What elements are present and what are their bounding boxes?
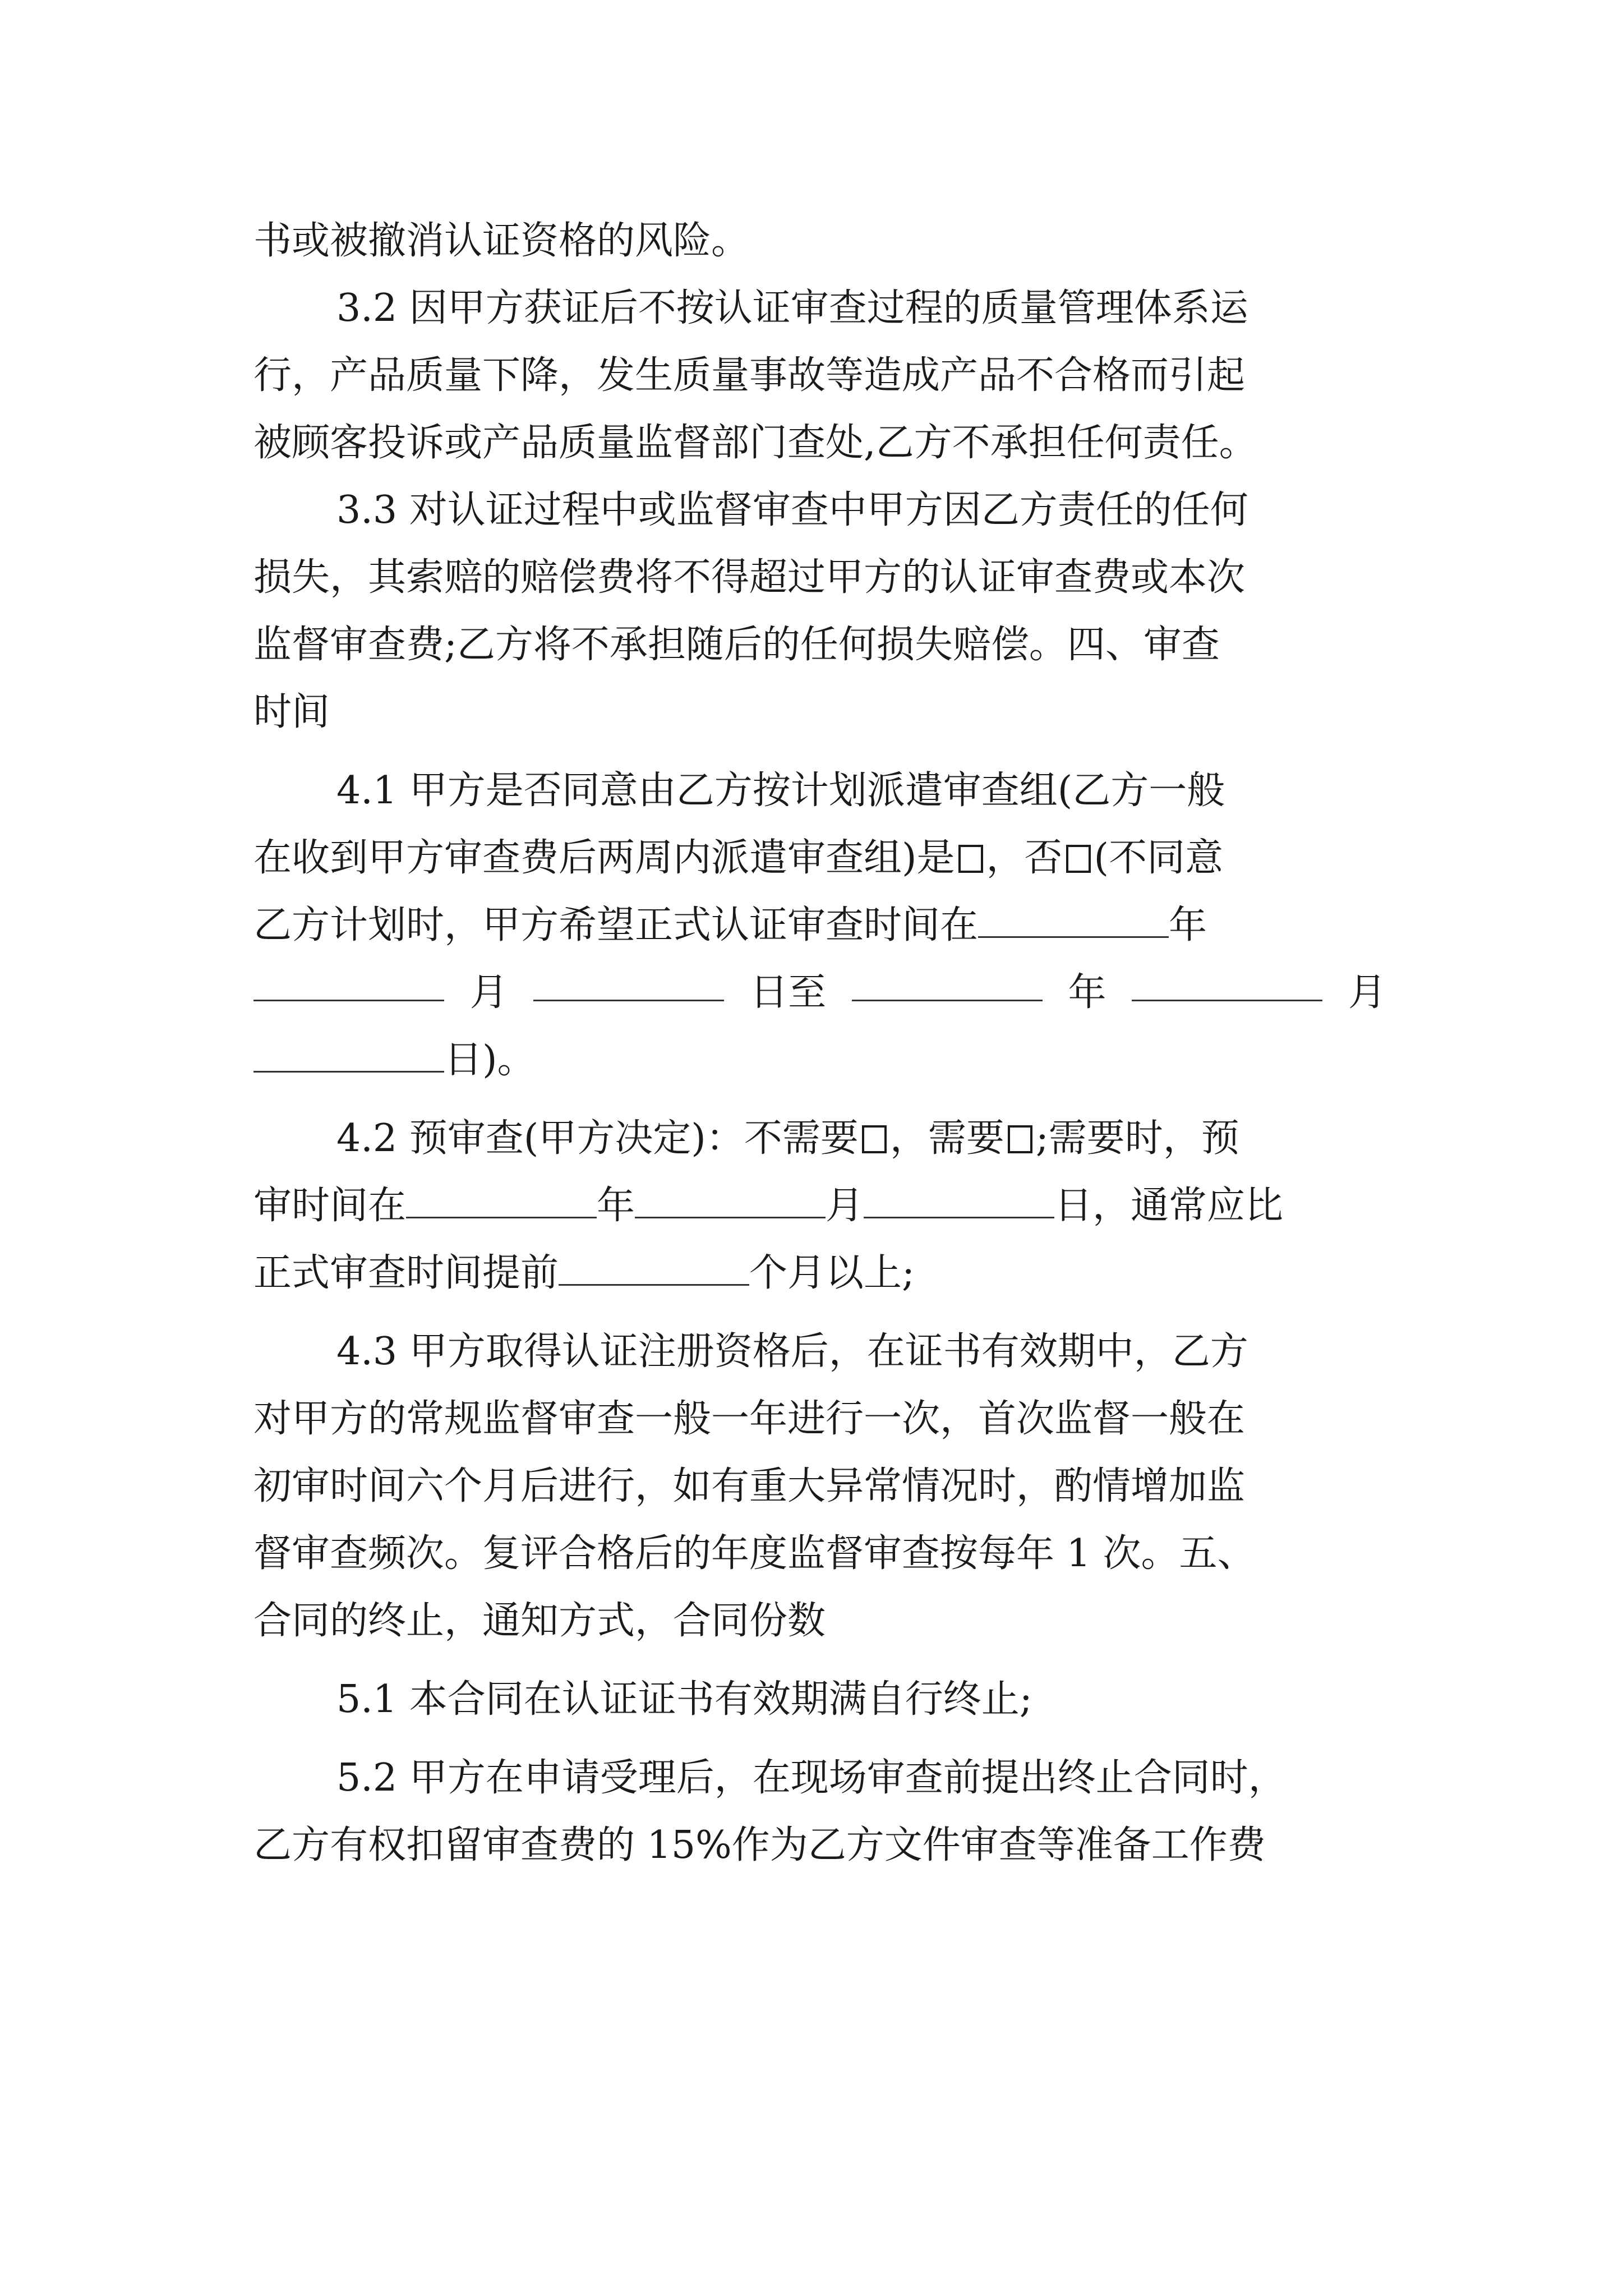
line-text: 年 [597, 1184, 635, 1228]
line-text: 初审时间六个月后进行，如有重大异常情况时，酌情增加监 [253, 1464, 1246, 1508]
document-page [253, 213, 1386, 2120]
line-text: 4.3 甲方取得认证注册资格后，在证书有效期中，乙方 [336, 1329, 1248, 1374]
line-text: 日至 [750, 970, 827, 1015]
line-text: 监督审查费;乙方将不承担随后的任何损失赔偿。四、审查 [253, 623, 1220, 667]
text-line [253, 348, 1386, 404]
line-text: 督审查频次。复评合格后的年度监督审查按每年 1 次。五、 [253, 1531, 1256, 1576]
yes-checkbox[interactable] [958, 845, 983, 873]
end-day-blank[interactable] [253, 1036, 444, 1073]
line-text: 损失，其索赔的赔偿费将不得超过甲方的认证审查费或本次 [253, 555, 1246, 600]
text-line [253, 1178, 1386, 1234]
clause-4-3 [336, 1324, 1386, 1380]
line-text: 对甲方的常规监督审查一般一年进行一次，首次监督一般在 [253, 1397, 1246, 1441]
clause-5-1 [336, 1672, 1386, 1728]
line-text: 乙方计划时，甲方希望正式认证审查时间在 [253, 903, 979, 947]
no-checkbox[interactable] [1066, 845, 1091, 873]
line-text: 4.1 甲方是否同意由乙方按计划派遣审查组(乙方一般 [336, 769, 1225, 813]
text-line [253, 1818, 1386, 1874]
line-text: 3.3 对认证过程中或监督审查中甲方因乙方责任的任何 [336, 488, 1248, 532]
line-text: 5.2 甲方在申请受理后，在现场审查前提出终止合同时， [336, 1756, 1287, 1800]
line-text: (不同意 [1094, 836, 1224, 880]
year-blank[interactable] [978, 901, 1169, 938]
text-line [253, 617, 1386, 673]
line-text: 在收到甲方审查费后两周内派遣审查组)是 [253, 836, 955, 880]
line-text: 个月以上; [749, 1251, 915, 1295]
pre-month-blank[interactable] [635, 1182, 826, 1218]
text-line [253, 1391, 1386, 1447]
line-text: 月 [1348, 970, 1386, 1015]
text-line [253, 1032, 1386, 1088]
not-needed-checkbox[interactable] [862, 1125, 887, 1153]
text-line [253, 830, 1386, 886]
line-text: 时间 [253, 690, 330, 734]
line-text: 被顾客投诉或产品质量监督部门查处,乙方不承担任何责任。 [253, 421, 1257, 465]
line-text: 3.2 因甲方获证后不按认证审查过程的质量管理体系运 [336, 286, 1248, 330]
line-text: 合同的终止，通知方式，合同份数 [253, 1599, 826, 1643]
months-ahead-blank[interactable] [559, 1249, 749, 1286]
line-text: ;需要时，预 [1035, 1116, 1239, 1161]
line-text: 日)。 [444, 1038, 536, 1082]
line-text: 正式审查时间提前 [253, 1251, 559, 1295]
end-year-blank[interactable] [852, 965, 1043, 1001]
text-line [253, 1593, 1386, 1649]
line-text: 月 [826, 1184, 864, 1228]
line-text: 行，产品质量下降，发生质量事故等造成产品不合格而引起 [253, 353, 1246, 398]
pre-day-blank[interactable] [864, 1182, 1054, 1218]
needed-checkbox[interactable] [1008, 1125, 1032, 1153]
line-text: 审时间在 [253, 1184, 407, 1228]
clause-5-2 [336, 1750, 1386, 1806]
clause-4-1 [336, 763, 1386, 819]
line-text: 4.2 预审查(甲方决定)：不需要 [336, 1116, 859, 1161]
clause-3-3 [336, 482, 1386, 539]
month-blank[interactable] [253, 965, 444, 1001]
clause-4-2 [336, 1111, 1386, 1167]
text-line [253, 213, 1386, 269]
line-text: 年 [1068, 970, 1106, 1015]
line-text: 月 [469, 970, 508, 1015]
text-line [253, 684, 1386, 740]
text-line [253, 1458, 1386, 1515]
text-line [253, 898, 1386, 954]
line-text: 5.1 本合同在认证证书有效期满自行终止; [336, 1677, 1032, 1722]
clause-3-2 [336, 280, 1386, 337]
day-blank[interactable] [533, 965, 724, 1001]
line-text: 年 [1169, 903, 1207, 947]
text-line [253, 1526, 1386, 1582]
date-range-line [253, 965, 1386, 1021]
line-text: 乙方有权扣留审查费的 15%作为乙方文件审查等准备工作费 [253, 1823, 1266, 1867]
line-text: 日，通常应比 [1054, 1184, 1284, 1228]
text-line [253, 1245, 1386, 1301]
text-line [253, 415, 1386, 471]
pre-year-blank[interactable] [406, 1182, 597, 1218]
line-text: 书或被撤消认证资格的风险。 [253, 219, 750, 263]
line-text: ，需要 [889, 1116, 1004, 1161]
text-line [253, 550, 1386, 606]
line-text: ，否 [986, 836, 1063, 880]
end-month-blank[interactable] [1132, 965, 1322, 1001]
